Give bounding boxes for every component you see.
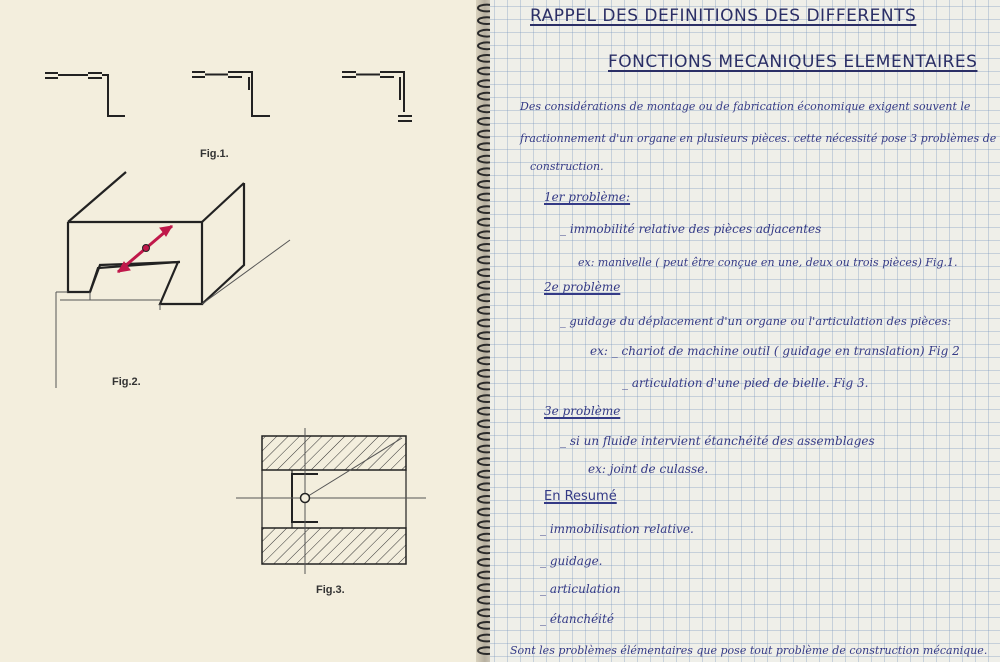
- problem1-line1: _ immobilité relative des pièces adjacentes: [560, 222, 822, 236]
- summary-item: _ immobilisation relative.: [540, 522, 694, 536]
- intro-line-1: Des considérations de montage ou de fabrication économique exigent souvent le: [520, 100, 971, 113]
- summary-title: En Resumé: [544, 489, 617, 504]
- problem2-line2: ex: _ chariot de machine outil ( guidage en translation) Fig 2: [590, 344, 960, 358]
- problem1-title: 1er problème:: [544, 190, 631, 204]
- fig1-label: Fig.1.: [200, 148, 229, 160]
- summary-item: _ guidage.: [540, 554, 603, 568]
- heading-line-1: RAPPEL DES DEFINITIONS DES DIFFERENTS: [530, 6, 917, 26]
- left-page: [0, 0, 478, 662]
- intro-line-3: construction.: [530, 160, 604, 173]
- problem3-line2: ex: joint de culasse.: [588, 462, 709, 476]
- problem2-line1: _ guidage du déplacement d'un organe ou l'articulation des pièces:: [560, 314, 952, 328]
- intro-line-2: fractionnement d'un organe en plusieurs pièces. cette nécessité pose 3 problèmes de: [520, 132, 997, 145]
- right-page: [490, 0, 1000, 662]
- fig2-label: Fig.2.: [112, 376, 141, 388]
- heading-line-2: FONCTIONS MECANIQUES ELEMENTAIRES: [608, 52, 978, 72]
- problem1-line2: ex: manivelle ( peut être conçue en une, deux ou trois pièces) Fig.1.: [578, 256, 958, 269]
- problem2-line3: _ articulation d'une pied de bielle. Fig 3.: [622, 376, 869, 390]
- footer-line: Sont les problèmes élémentaires que pose tout problème de construction mécanique.: [510, 644, 988, 657]
- problem2-title: 2e problème: [544, 280, 621, 294]
- summary-item: _ étanchéité: [540, 612, 614, 626]
- fig3-label: Fig.3.: [316, 584, 345, 596]
- problem3-title: 3e problème: [544, 404, 621, 418]
- problem3-line1: _ si un fluide intervient étanchéité des assemblages: [560, 434, 875, 448]
- fig3-drawing: [0, 0, 478, 600]
- summary-item: _ articulation: [540, 582, 621, 596]
